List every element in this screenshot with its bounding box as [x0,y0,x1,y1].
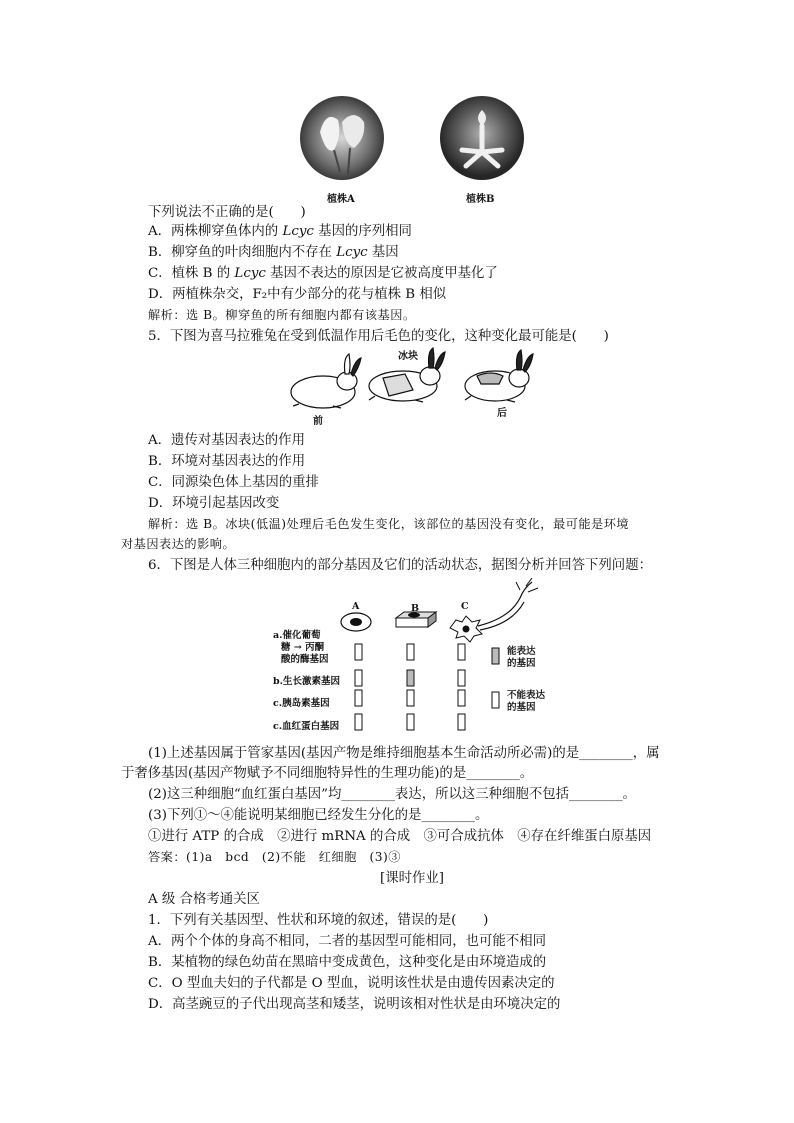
legend-not-expressed: 不能表达 的基因 [507,690,546,713]
q5-explanation-1: 解析：选 B。冰块(低温)处理后毛色发生变化，该部位的基因没有变化，最可能是环境 [148,517,630,531]
q4-stem: 下列说法不正确的是( ) [148,205,306,220]
homework-q1-option-c: C．O 型血夫妇的子代都是 O 型血，说明该性状是由遗传因素决定的 [148,976,555,991]
plant-b-photo [440,96,524,180]
rabbit-before [291,354,361,408]
q5-option-c: C．同源染色体上基因的重排 [148,475,319,490]
q6-stem: 6．下图是人体三种细胞内的部分基因及它们的活动状态，据图分析并回答下列问题： [148,558,652,573]
q5-option-d: D．环境引起基因改变 [148,496,280,511]
q4-option-d: D．两植株杂交，F₂中有少部分的花与植株 B 相似 [148,287,447,302]
homework-q1-option-b: B．某植物的绿色幼苗在黑暗中变成黄色，这种变化是由环境造成的 [148,955,547,970]
gene-row-a: a.催化葡萄 糖 → 丙酮 酸的酶基因 [273,630,329,665]
ice-label: 冰块 [398,351,418,362]
gene-row-c: c.胰岛素基因 [273,698,330,709]
q5-option-a: A．遗传对基因表达的作用 [148,433,305,448]
homework-title: [课时作业] [380,871,445,886]
cell-c-label: C [461,601,469,612]
after-label: 后 [497,408,507,419]
legend-expressed: 能表达 的基因 [507,646,536,669]
q6-part2: (2)这三种细胞“血红蛋白基因”均________表达，所以这三种细胞不包括________。 [148,787,636,802]
gene-row-d: c.血红蛋白基因 [273,721,340,732]
before-label: 前 [313,416,323,427]
q4-explanation: 解析：选 B。柳穿鱼的所有细胞内都有该基因。 [148,308,416,322]
rabbit-after [465,350,533,402]
homework-section: A 级 合格考通关区 [148,892,260,907]
homework-q1-option-d: D．高茎豌豆的子代出现高茎和矮茎，说明该相对性状是由环境决定的 [148,997,561,1012]
q4-option-c: C．植株 B 的 Lcyc 基因不表达的原因是它被高度甲基化了 [148,266,498,281]
homework-q1-stem: 1．下列有关基因型、性状和环境的叙述，错误的是( ) [148,913,489,928]
flower-figure [290,92,540,187]
plant-b-label: 植株B [466,194,495,205]
q6-part3-options: ①进行 ATP 的合成 ②进行 mRNA 的合成 ③可合成抗体 ④存在纤维蛋白原基因 [148,829,652,844]
q4-option-b: B．柳穿鱼的叶肉细胞内不存在 Lcyc 基因 [148,245,399,260]
q6-part1-line2: 于奢侈基因(基因产物赋予不同细胞特异性的生理功能)的是________。 [121,766,534,781]
q6-part3: (3)下列①～④能说明某细胞已经发生分化的是________。 [148,808,489,823]
q5-stem: 5．下图为喜马拉雅兔在受到低温作用后毛色的变化，这种变化最可能是( ) [148,329,609,344]
q6-answer: 答案：(1)a bcd (2)不能 红细胞 (3)③ [148,850,401,864]
q4-option-a: A．两株柳穿鱼体内的 Lcyc 基因的序列相同 [148,224,412,239]
homework-q1-option-a: A．两个个体的身高不相同，二者的基因型可能相同，也可能不相同 [148,934,546,949]
q5-explanation-2: 对基因表达的影响。 [121,537,236,551]
q5-option-b: B．环境对基因表达的作用 [148,454,306,469]
cell-b-label: B [411,603,420,614]
plant-a-photo [300,96,384,180]
q6-part1-line1: (1)上述基因属于管家基因(基因产物是维持细胞基本生命活动所必需)的是________，属 [148,746,660,761]
gene-row-b: b.生长激素基因 [273,676,340,687]
cell-a-label: A [352,601,360,612]
plant-a-label: 植株A [327,194,355,205]
